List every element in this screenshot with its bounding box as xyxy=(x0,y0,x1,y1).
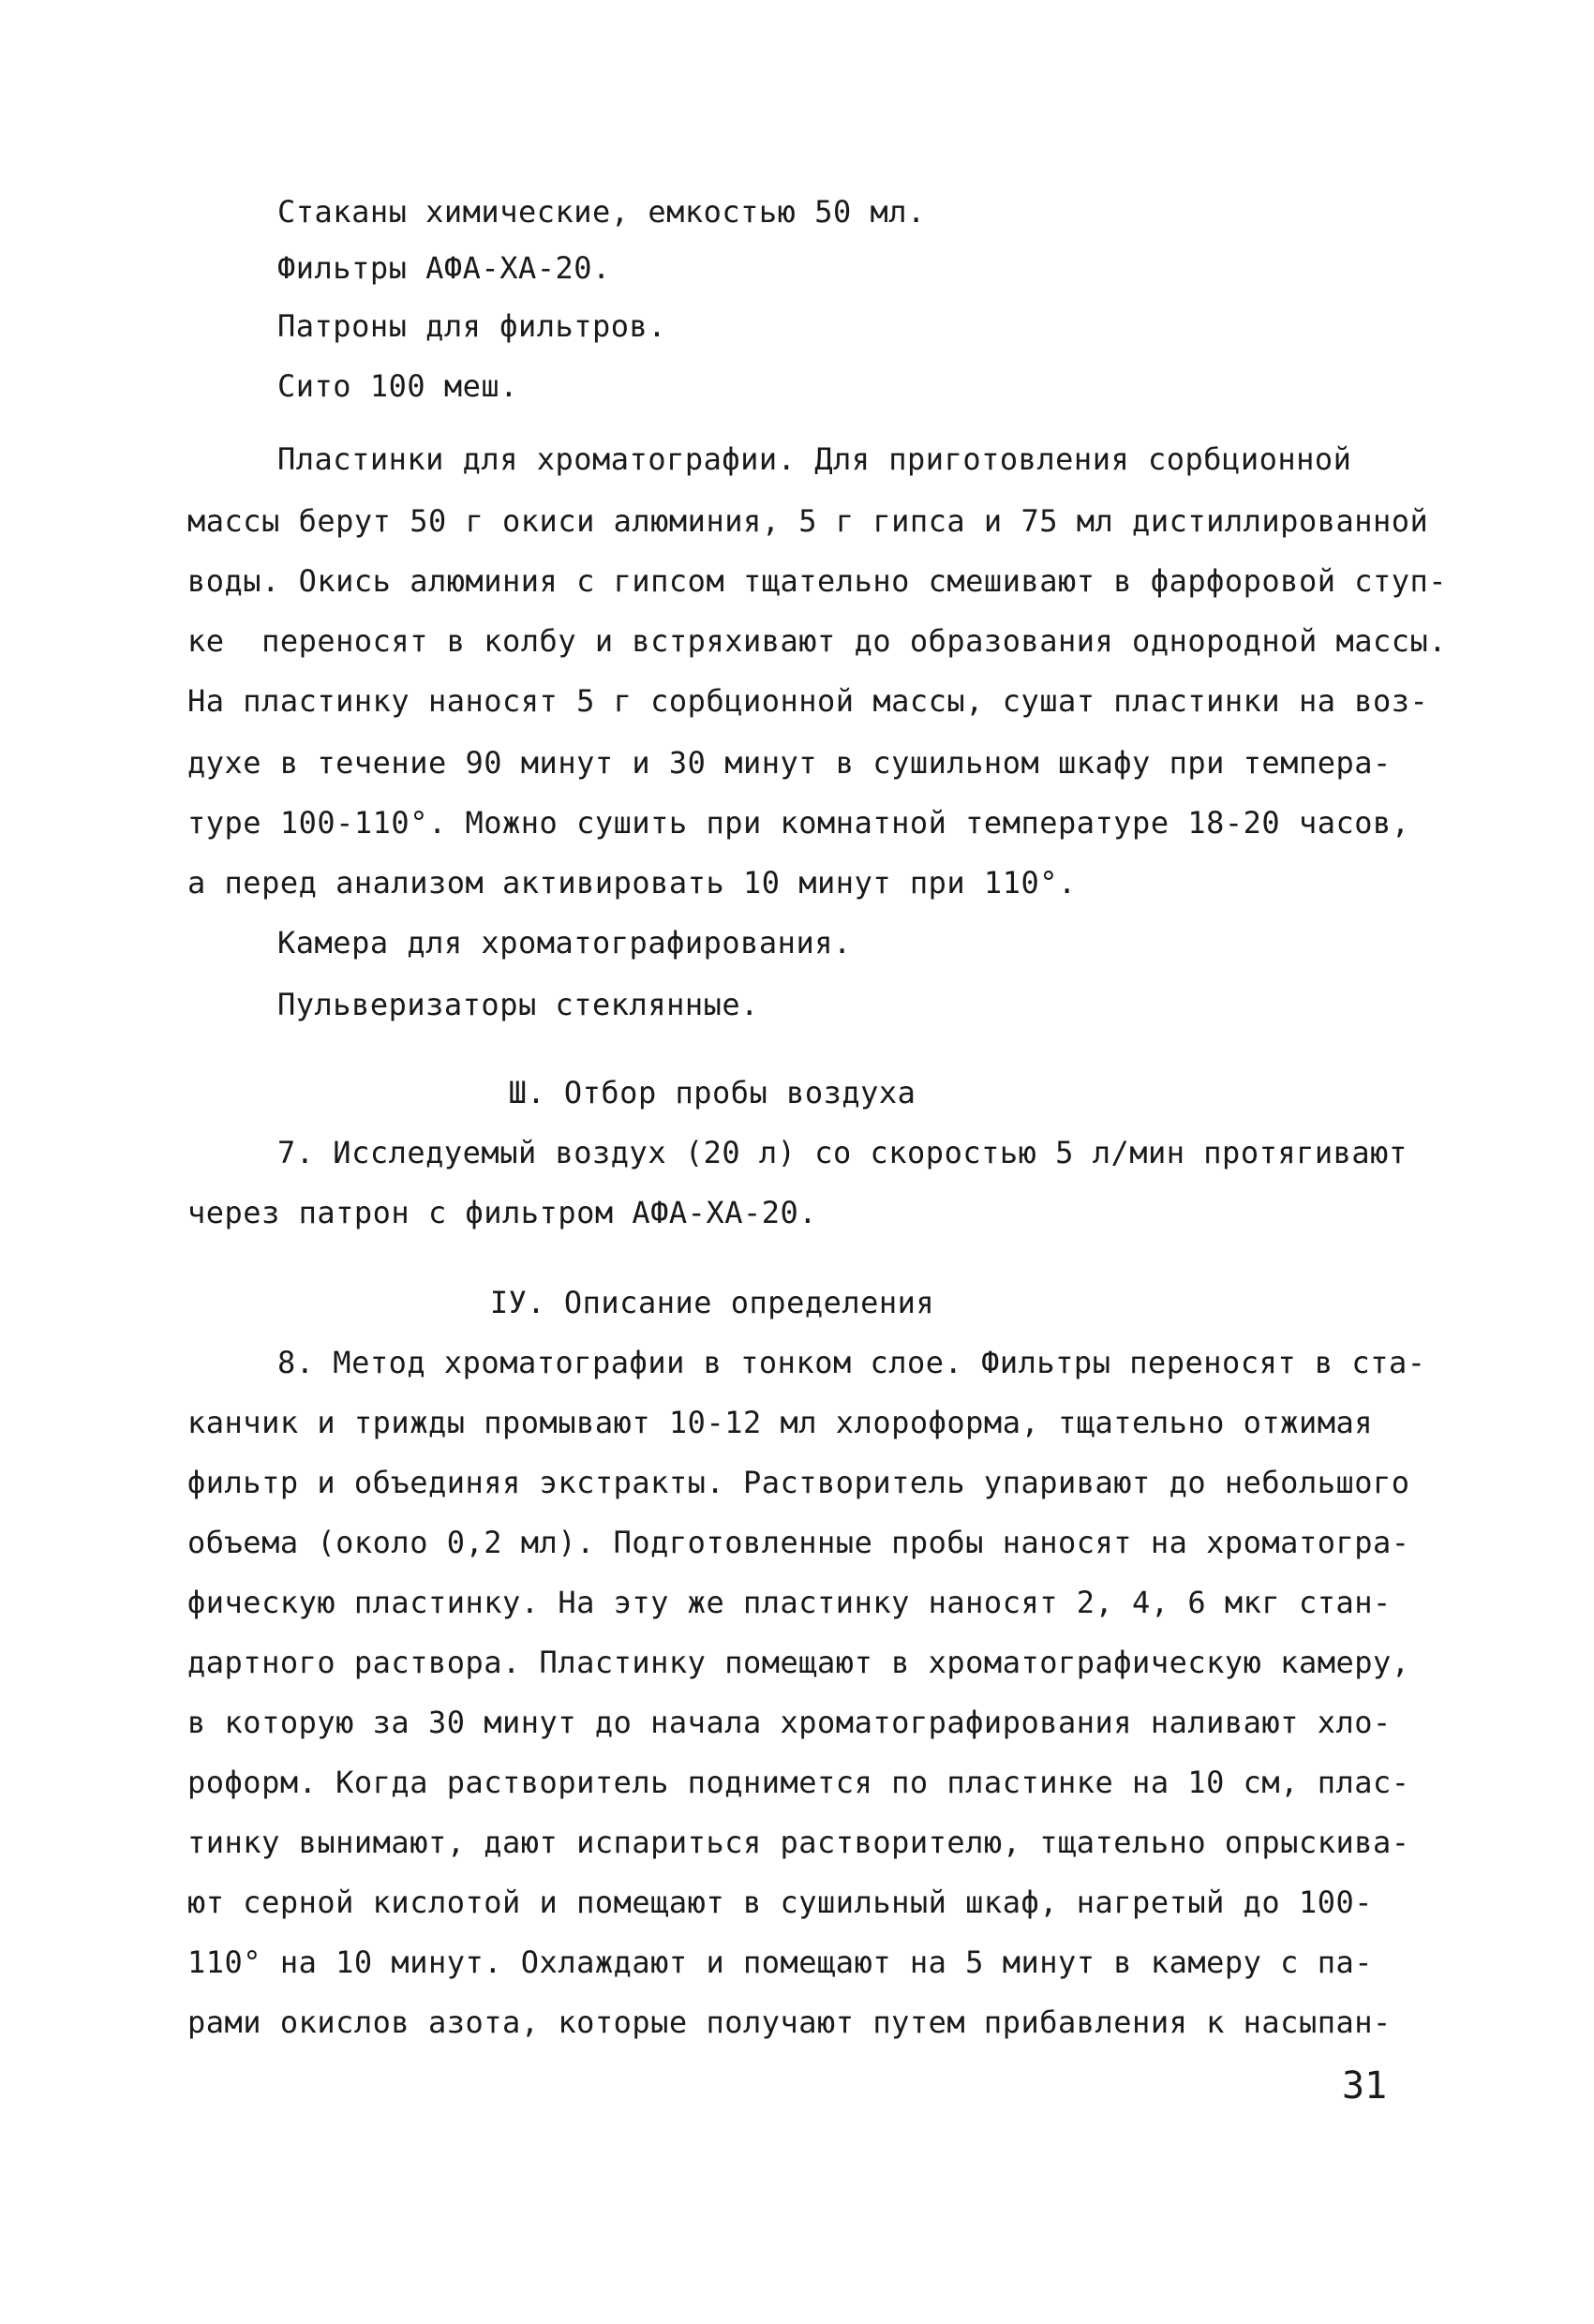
text-line: Пластинки для хроматографии. Для приготовления сорбционной xyxy=(277,441,1352,477)
text-line: в которую за 30 минут до начала хроматографирования наливают хло- xyxy=(187,1705,1392,1740)
text-line: ке переносят в колбу и встряхивают до образования однородной массы. xyxy=(187,623,1448,659)
text-line: рами окислов азота, которые получают путем прибавления к насыпан- xyxy=(187,2004,1392,2040)
text-line: фильтр и объединяя экстракты. Растворитель упаривают до небольшого xyxy=(187,1465,1410,1500)
text-line: канчик и трижды промывают 10-12 мл хлороформа, тщательно отжимая xyxy=(187,1405,1373,1440)
text-line: На пластинку наносят 5 г сорбционной массы, сушат пластинки на воз- xyxy=(187,683,1429,719)
text-line: воды. Окись алюминия с гипсом тщательно смешивают в фарфоровой ступ- xyxy=(187,563,1448,599)
text-line: объема (около 0,2 мл). Подготовленные пробы наносят на хроматогра- xyxy=(187,1525,1410,1560)
text-line: 7. Исследуемый воздух (20 л) со скоростью 5 л/мин протягивают xyxy=(277,1135,1408,1170)
text-line: духе в течение 90 минут и 30 минут в сушильном шкафу при темпера- xyxy=(187,745,1392,781)
text-line: Патроны для фильтров. xyxy=(277,308,667,344)
text-line: роформ. Когда растворитель поднимется по пластинке на 10 см, плас- xyxy=(187,1765,1410,1800)
section-heading: Ш. Отбор пробы воздуха xyxy=(508,1075,916,1110)
text-line: Фильтры АФА-ХА-20. xyxy=(277,250,611,286)
section-heading: IУ. Описание определения xyxy=(489,1285,935,1320)
text-line: а перед анализом активировать 10 минут при 110°. xyxy=(187,865,1077,901)
text-line: дартного раствора. Пластинку помещают в хроматографическую камеру, xyxy=(187,1645,1410,1680)
text-line: Стаканы химические, емкостью 50 мл. xyxy=(277,194,926,230)
text-line: 110° на 10 минут. Охлаждают и помещают на 5 минут в камеру с па- xyxy=(187,1944,1373,1980)
text-line: массы берут 50 г окиси алюминия, 5 г гипса и 75 мл дистиллированной xyxy=(187,503,1429,539)
text-line: через патрон с фильтром АФА-ХА-20. xyxy=(187,1195,818,1230)
text-line: Камера для хроматографирования. xyxy=(277,925,852,961)
text-line: Сито 100 меш. xyxy=(277,368,518,404)
text-line: тинку вынимают, дают испариться растворителю, тщательно опрыскива- xyxy=(187,1825,1410,1860)
page-number: 31 xyxy=(1342,2064,1388,2108)
text-line: Пульверизаторы стеклянные. xyxy=(277,987,759,1022)
text-line: ют серной кислотой и помещают в сушильный шкаф, нагретый до 100- xyxy=(187,1885,1373,1920)
text-line: 8. Метод хроматографии в тонком слое. Фильтры переносят в ста- xyxy=(277,1345,1426,1380)
text-line: фическую пластинку. На эту же пластинку наносят 2, 4, 6 мкг стан- xyxy=(187,1585,1392,1620)
text-line: туре 100-110°. Можно сушить при комнатной температуре 18-20 часов, xyxy=(187,805,1410,841)
